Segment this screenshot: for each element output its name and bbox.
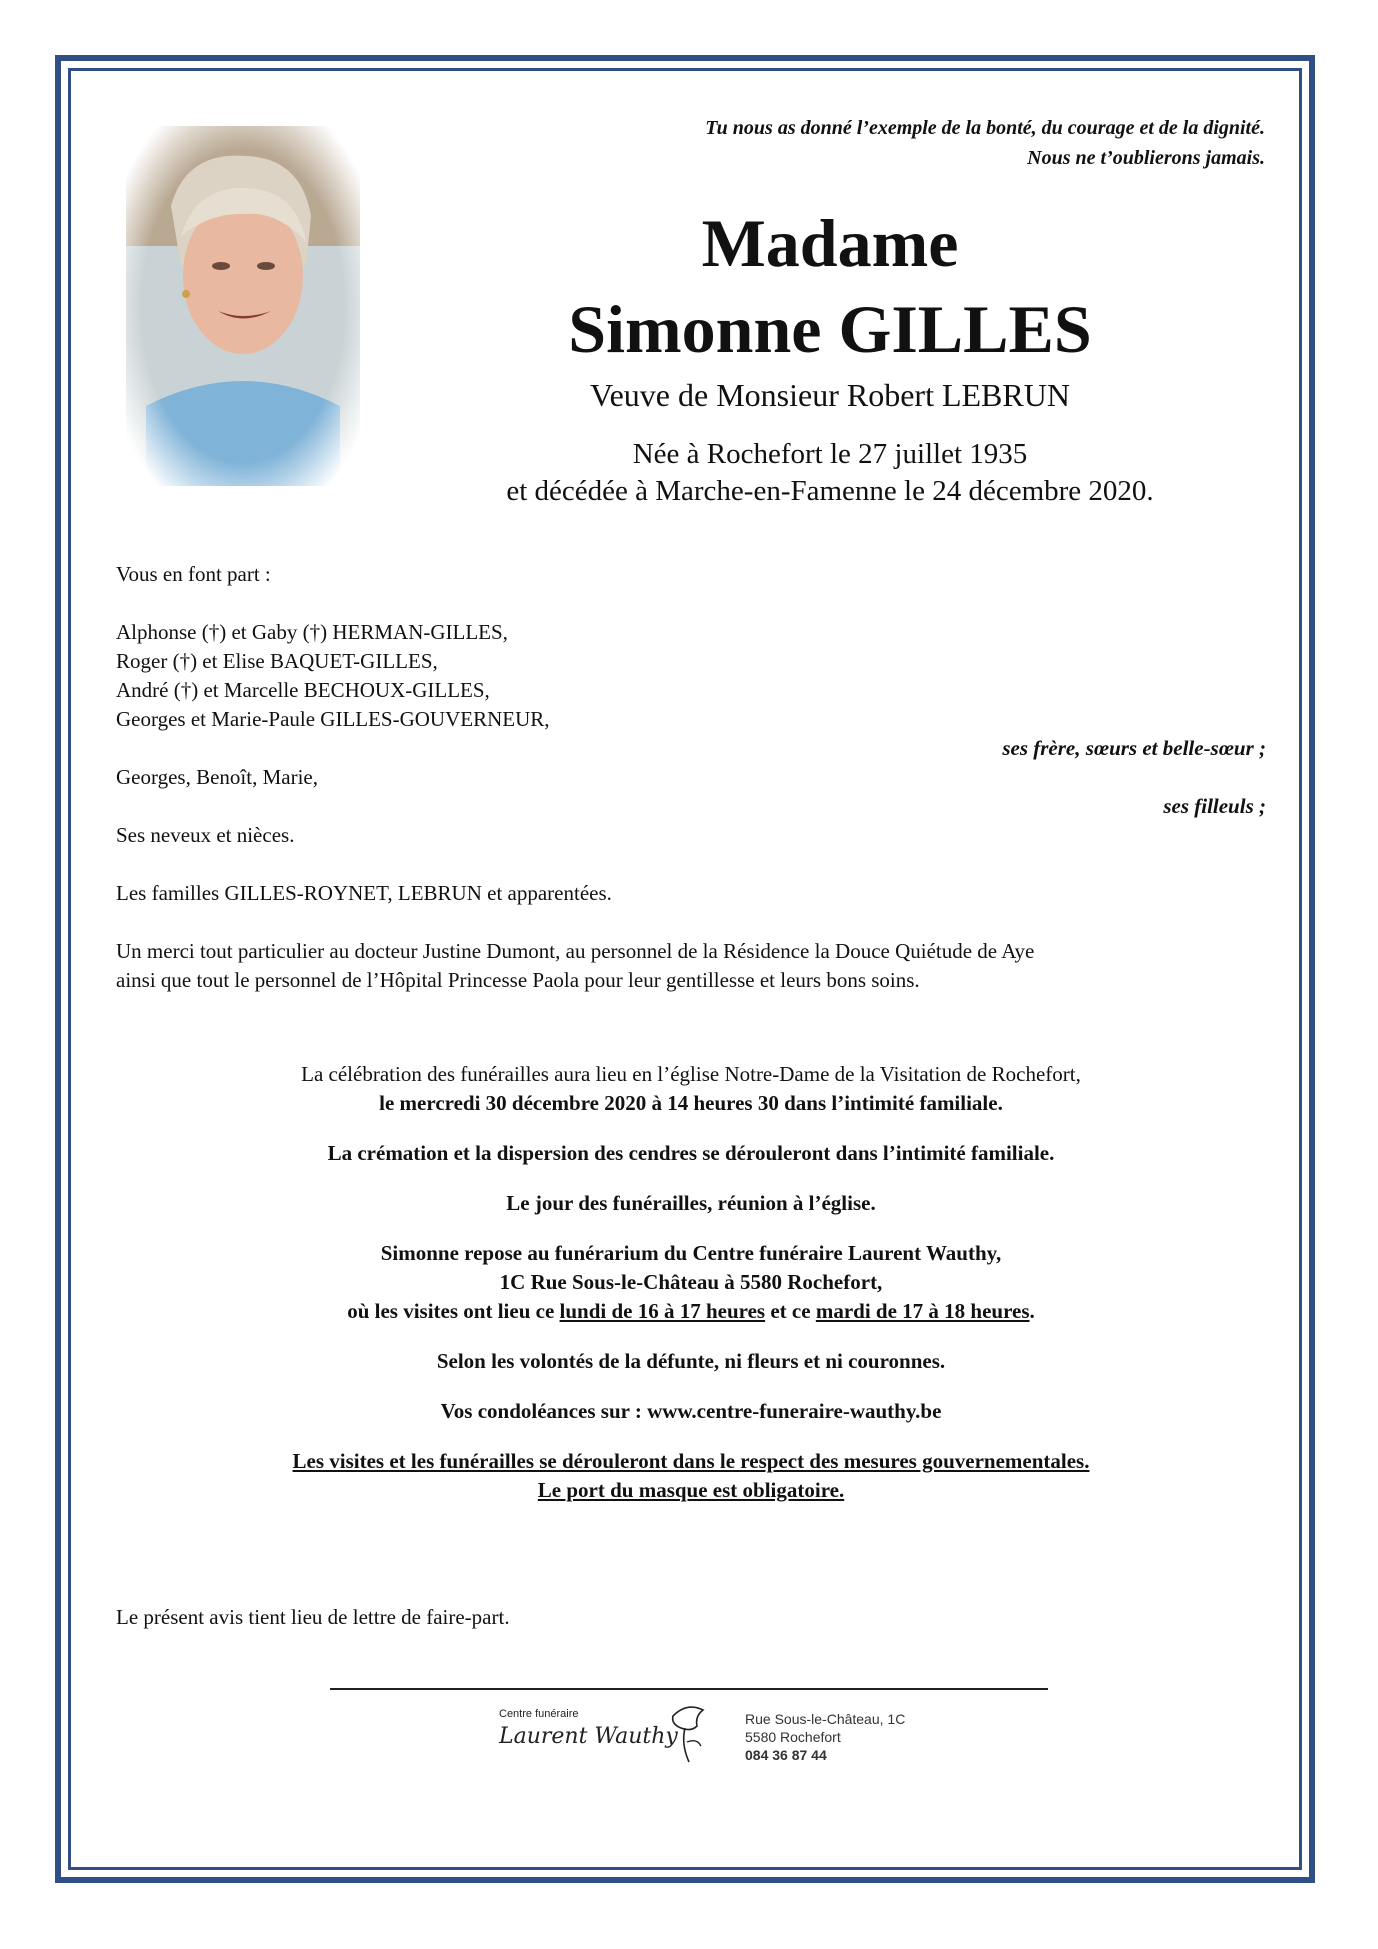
- cremation-note: La crémation et la dispersion des cendres se dérouleront dans l’intimité familiale.: [327, 1141, 1055, 1165]
- address-line-2: 5580 Rochefort: [745, 1729, 841, 1745]
- covid-line-2: Le port du masque est obligatoire.: [537, 1478, 845, 1502]
- rest-line-1: Simonne repose au funérarium du Centre funéraire Laurent Wauthy,: [380, 1241, 1002, 1265]
- godchildren-relation: ses filleuls ;: [1163, 794, 1266, 818]
- address-line-1: Rue Sous-le-Château, 1C: [745, 1711, 906, 1727]
- flowers-note: Selon les volontés de la défunte, ni fleurs et ni couronnes.: [436, 1349, 946, 1373]
- visits-slot-monday: lundi de 16 à 17 heures: [559, 1299, 766, 1323]
- visits-slot-tuesday: mardi de 17 à 18 heures: [815, 1299, 1030, 1323]
- closing-note: Le présent avis tient lieu de lettre de faire-part.: [116, 1605, 510, 1629]
- epigraph: [705, 113, 1265, 173]
- celebration-line-1: La célébration des funérailles aura lieu en l’église Notre-Dame de la Visitation de Rochefort,: [301, 1062, 1081, 1086]
- visits-middle: et ce: [765, 1299, 816, 1323]
- birth-line: Née à Rochefort le 27 juillet 1935: [632, 438, 1028, 470]
- covid-line-1: Les visites et les funérailles se dérouleront dans le respect des mesures gouvernementales.: [292, 1449, 1090, 1473]
- siblings-relation: ses frère, sœurs et belle-sœur ;: [1002, 736, 1266, 760]
- deceased-name: Simonne GILLES: [568, 291, 1092, 367]
- families: Les familles GILLES-ROYNET, LEBRUN et apparentées.: [116, 881, 612, 905]
- visits-suffix: .: [1029, 1299, 1035, 1323]
- visits-line: [116, 1297, 1266, 1326]
- announcement-body: [116, 560, 1266, 995]
- phone-number: 084 36 87 44: [745, 1747, 827, 1763]
- footer-address: [745, 1710, 905, 1764]
- visits-prefix: où les visites ont lieu ce: [347, 1299, 560, 1323]
- widow-of: Veuve de Monsieur Robert LEBRUN: [590, 377, 1070, 413]
- logo-caption: Centre funéraire: [499, 1708, 579, 1720]
- condolences-note: Vos condoléances sur : www.centre-funeraire-wauthy.be: [440, 1399, 942, 1423]
- sibling-line: Georges et Marie-Paule GILLES-GOUVERNEUR,: [116, 707, 550, 731]
- thanks-line-1: Un merci tout particulier au docteur Justine Dumont, au personnel de la Résidence la Douce Quiétude de Aye: [116, 939, 1035, 963]
- thanks-line-2: ainsi que tout le personnel de l’Hôpital Princesse Paola pour leur gentillesse et leurs bons soins.: [116, 968, 920, 992]
- sibling-line: Alphonse (†) et Gaby (†) HERMAN-GILLES,: [116, 620, 508, 644]
- rest-line-2: 1C Rue Sous-le-Château à 5580 Rochefort,: [499, 1270, 883, 1294]
- funeral-details: [116, 1060, 1266, 1505]
- epigraph-line-1: Tu nous as donné l’exemple de la bonté, du courage et de la dignité.: [705, 117, 1265, 139]
- calla-lily-icon: [661, 1702, 713, 1764]
- portrait-photo: [126, 126, 360, 486]
- sibling-line: Roger (†) et Elise BAQUET-GILLES,: [116, 649, 438, 673]
- godchildren: Georges, Benoît, Marie,: [116, 765, 318, 789]
- nephews: Ses neveux et nièces.: [116, 823, 295, 847]
- deceased-header: [420, 200, 1240, 510]
- footer-divider: [330, 1688, 1048, 1690]
- epigraph-line-2: Nous ne t’oublierons jamais.: [1027, 147, 1265, 169]
- meeting-note: Le jour des funérailles, réunion à l’église.: [506, 1191, 876, 1215]
- funeral-home-logo: [495, 1700, 935, 1780]
- celebration-line-2: le mercredi 30 décembre 2020 à 14 heures 30 dans l’intimité familiale.: [379, 1091, 1003, 1115]
- intro: Vous en font part :: [116, 562, 271, 586]
- death-line: et décédée à Marche-en-Famenne le 24 décembre 2020.: [506, 475, 1154, 507]
- logo-wordmark: Laurent Wauthy: [499, 1724, 678, 1749]
- honorific: Madame: [701, 205, 959, 281]
- sibling-line: André (†) et Marcelle BECHOUX-GILLES,: [116, 678, 490, 702]
